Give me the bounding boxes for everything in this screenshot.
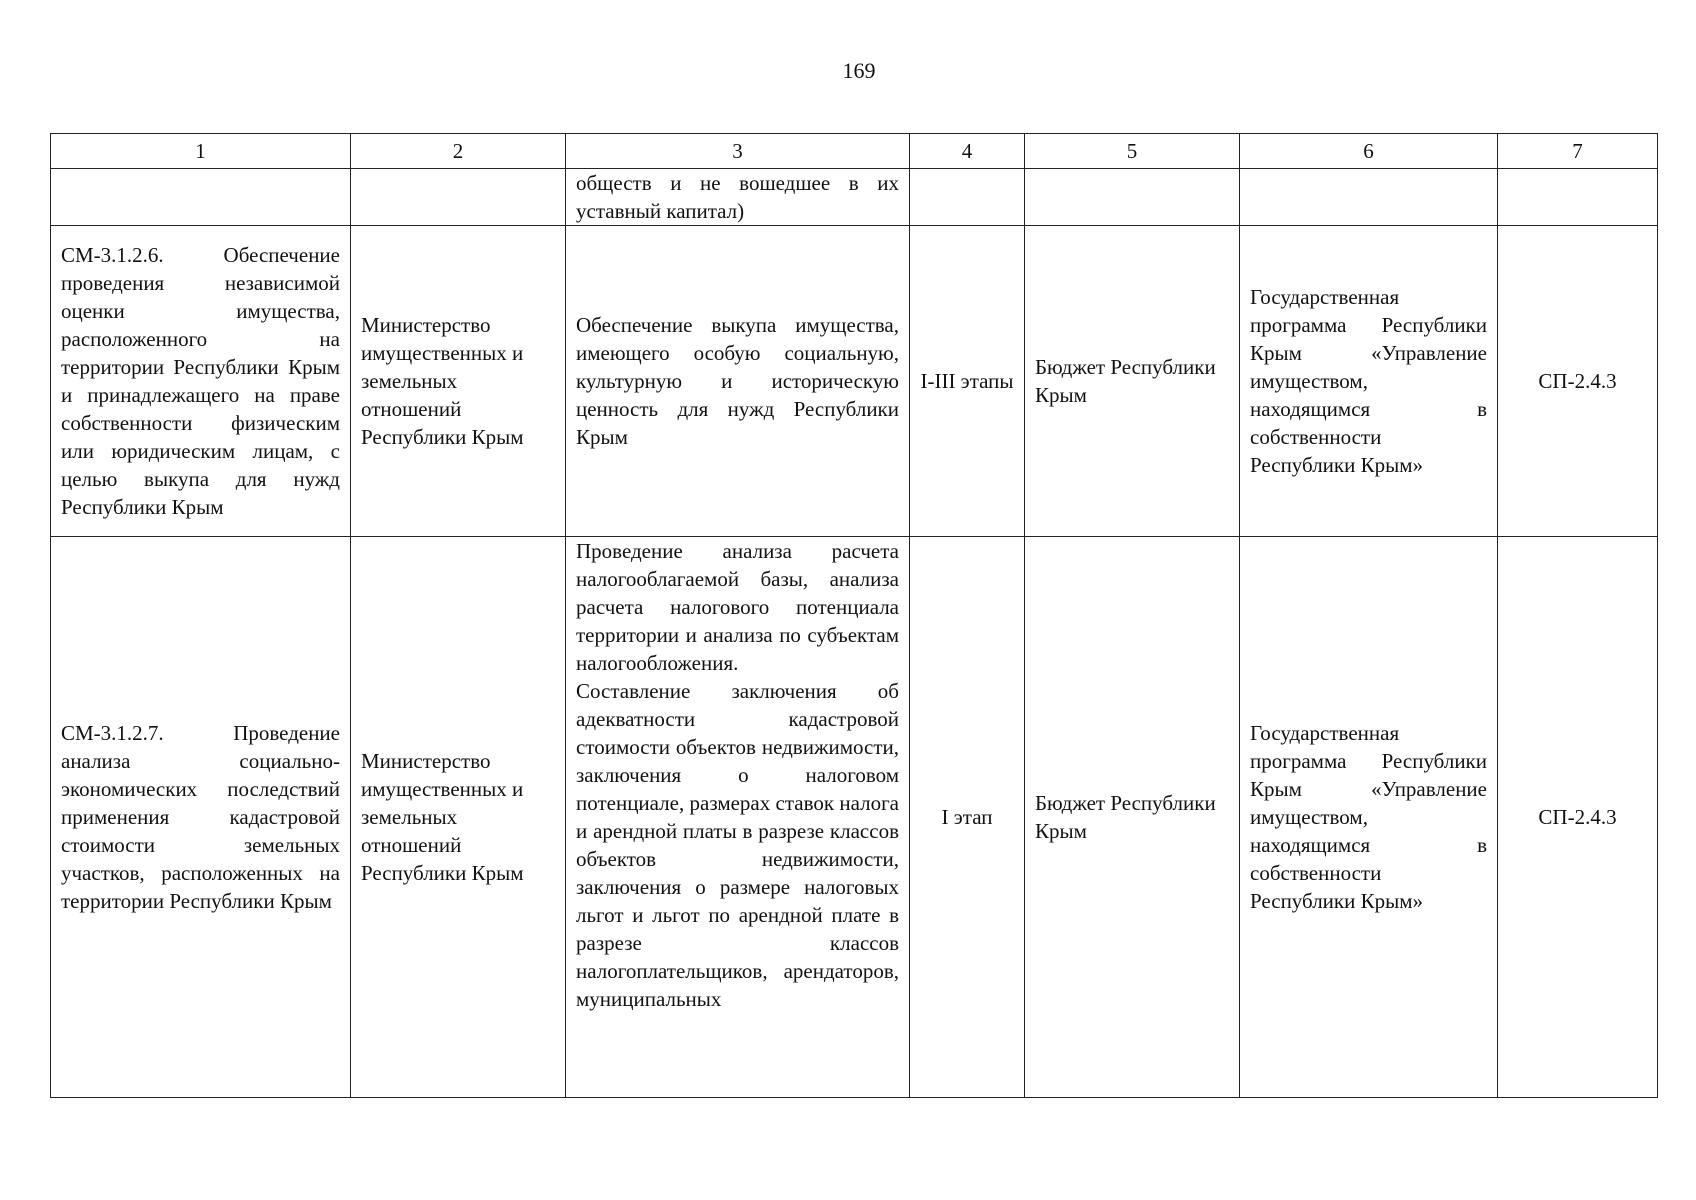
result-paragraph-1: Проведение анализа расчета налогооблагаемой базы, анализа расчета налогового потенциала территории и анализа по субъектам налогообложения.: [576, 539, 899, 675]
executor-cell: Министерство имущественных и земельных отношений Республики Крым: [351, 537, 566, 1098]
empty-cell: [51, 169, 351, 226]
stage-cell: I-III этапы: [910, 226, 1025, 537]
table-header-row: [51, 134, 1658, 169]
column-header-3: 3: [566, 134, 910, 169]
funding-cell: Бюджет Республики Крым: [1025, 537, 1240, 1098]
column-header-6: 6: [1240, 134, 1498, 169]
measure-cell: СМ-3.1.2.7. Проведение анализа социально-экономических последствий применения кадастровой стоимости земельных участков, расположенных на территории Республики Крым: [51, 537, 351, 1098]
table-row: [51, 226, 1658, 537]
empty-cell: [1498, 169, 1658, 226]
empty-cell: [1240, 169, 1498, 226]
empty-cell: [351, 169, 566, 226]
page-number: 169: [842, 58, 876, 83]
column-header-4: 4: [910, 134, 1025, 169]
program-cell: Государственная программа Республики Крым «Управление имуществом, находящимся в собственности Республики Крым»: [1240, 537, 1498, 1098]
column-header-2: 2: [351, 134, 566, 169]
measures-table: [50, 133, 1658, 1098]
code-cell: СП-2.4.3: [1498, 537, 1658, 1098]
stage-cell: I этап: [910, 537, 1025, 1098]
empty-cell: [910, 169, 1025, 226]
column-header-7: 7: [1498, 134, 1658, 169]
result-cell: [566, 537, 910, 1098]
measure-cell: СМ-3.1.2.6. Обеспечение проведения независимой оценки имущества, расположенного на территории Республики Крым и принадлежащего на праве собственности физическим или юридическим лицам, с целью выкупа для нужд Республики Крым: [51, 226, 351, 537]
result-paragraph-2: Составление заключения об адекватности кадастровой стоимости объектов недвижимости, заключения о налоговом потенциале, размерах ставок налога и арендной платы в разрезе классов объектов недвижимости, заключения о размере налоговых льгот и льгот по арендной плате в разрезе классов налогоплательщиков, арендаторов, муниципальных: [576, 679, 899, 1011]
executor-cell: Министерство имущественных и земельных отношений Республики Крым: [351, 226, 566, 537]
empty-cell: [1025, 169, 1240, 226]
code-cell: СП-2.4.3: [1498, 226, 1658, 537]
program-cell: Государственная программа Республики Крым «Управление имуществом, находящимся в собственности Республики Крым»: [1240, 226, 1498, 537]
funding-cell: Бюджет Республики Крым: [1025, 226, 1240, 537]
continuation-text: обществ и не вошедшее в их уставный капитал): [566, 169, 910, 226]
column-header-1: 1: [51, 134, 351, 169]
column-header-5: 5: [1025, 134, 1240, 169]
continuation-row: [51, 169, 1658, 226]
result-cell: Обеспечение выкупа имущества, имеющего особую социальную, культурную и историческую ценность для нужд Республики Крым: [566, 226, 910, 537]
table-row: [51, 537, 1658, 1098]
